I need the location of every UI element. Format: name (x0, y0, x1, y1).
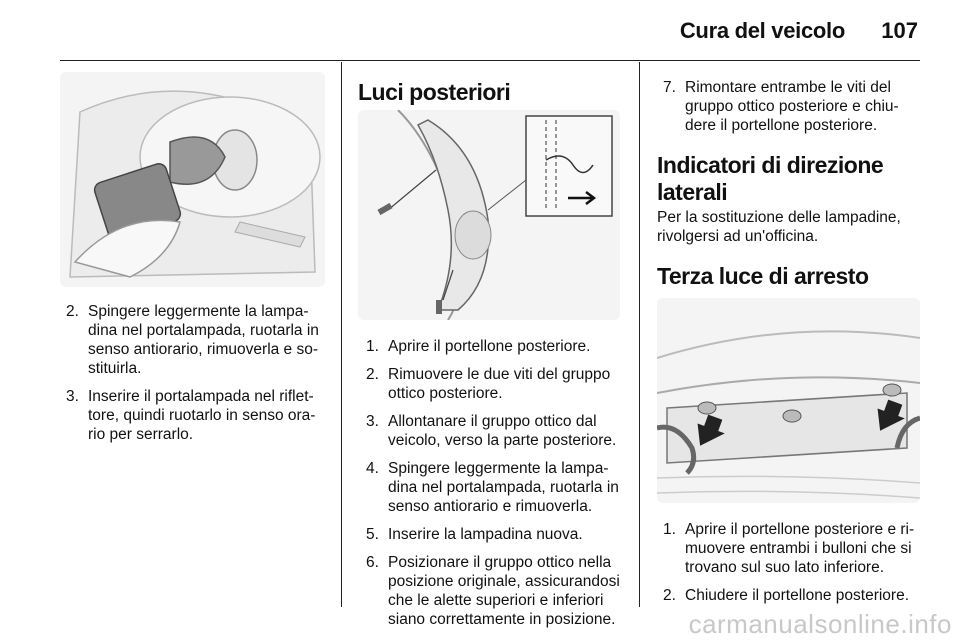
heading-luci-posteriori: Luci posteriori (358, 79, 511, 105)
list-item: 7. Rimontare entrambe le viti del gruppo ottico posteriore e chiu-dere il portellone posteriore. (663, 79, 899, 134)
list-item: 5. Inserire la lampadina nuova. (366, 526, 583, 543)
list-item: 3. Inserire il portalampada nel riflet-tore, quindi ruotarlo in senso ora-rio per serrarlo. (66, 388, 316, 443)
page-number: 107 (881, 18, 918, 43)
heading-terza-luce: Terza luce di arresto (657, 263, 869, 289)
col1-steps (66, 302, 328, 453)
list-item: 6. Posizionare il gruppo ottico nella posizione originale, assicurandosi che le alette superiori e inferiori siano correttamente in posizione. (366, 554, 620, 628)
heading-indicatori: Indicatori di direzione laterali (657, 152, 884, 205)
bulb-holder-illustration (60, 72, 325, 287)
indicators-paragraph: Per la sostituzione delle lampadine, rivolgersi ad un'officina. (657, 209, 901, 245)
list-item: 2. Spingere leggermente la lampa-dina nel portalampada, ruotarla in senso antiorario, rimuoverla e so-stituirla. (66, 303, 319, 377)
list-item: 1. Aprire il portellone posteriore. (366, 338, 591, 355)
list-item: 4. Spingere leggermente la lampa-dina nel portalampada, ruotarla in senso antiorario e rimuoverla. (366, 460, 619, 515)
list-item: 2. Chiudere il portellone posteriore. (663, 587, 910, 604)
list-item: 1. Aprire il portellone posteriore e ri-muovere entrambi i bulloni che si trovano sul suo lato inferiore. (663, 521, 915, 576)
header-divider (60, 60, 920, 61)
brake-light-illustration (657, 298, 920, 503)
column-divider-left (341, 62, 342, 607)
watermark: carmanualsonline.info (688, 609, 952, 639)
section-title: Cura del veicolo (679, 18, 845, 43)
rear-light-illustration (358, 110, 620, 320)
col3-steps-brake (663, 520, 925, 614)
column-divider-right (639, 62, 640, 607)
col2-steps (366, 337, 636, 638)
list-item: 3. Allontanare il gruppo ottico dal veicolo, verso la parte posteriore. (366, 413, 617, 449)
list-item: 2. Rimuovere le due viti del gruppo ottico posteriore. (366, 366, 611, 402)
col3-steps-top (663, 78, 925, 144)
